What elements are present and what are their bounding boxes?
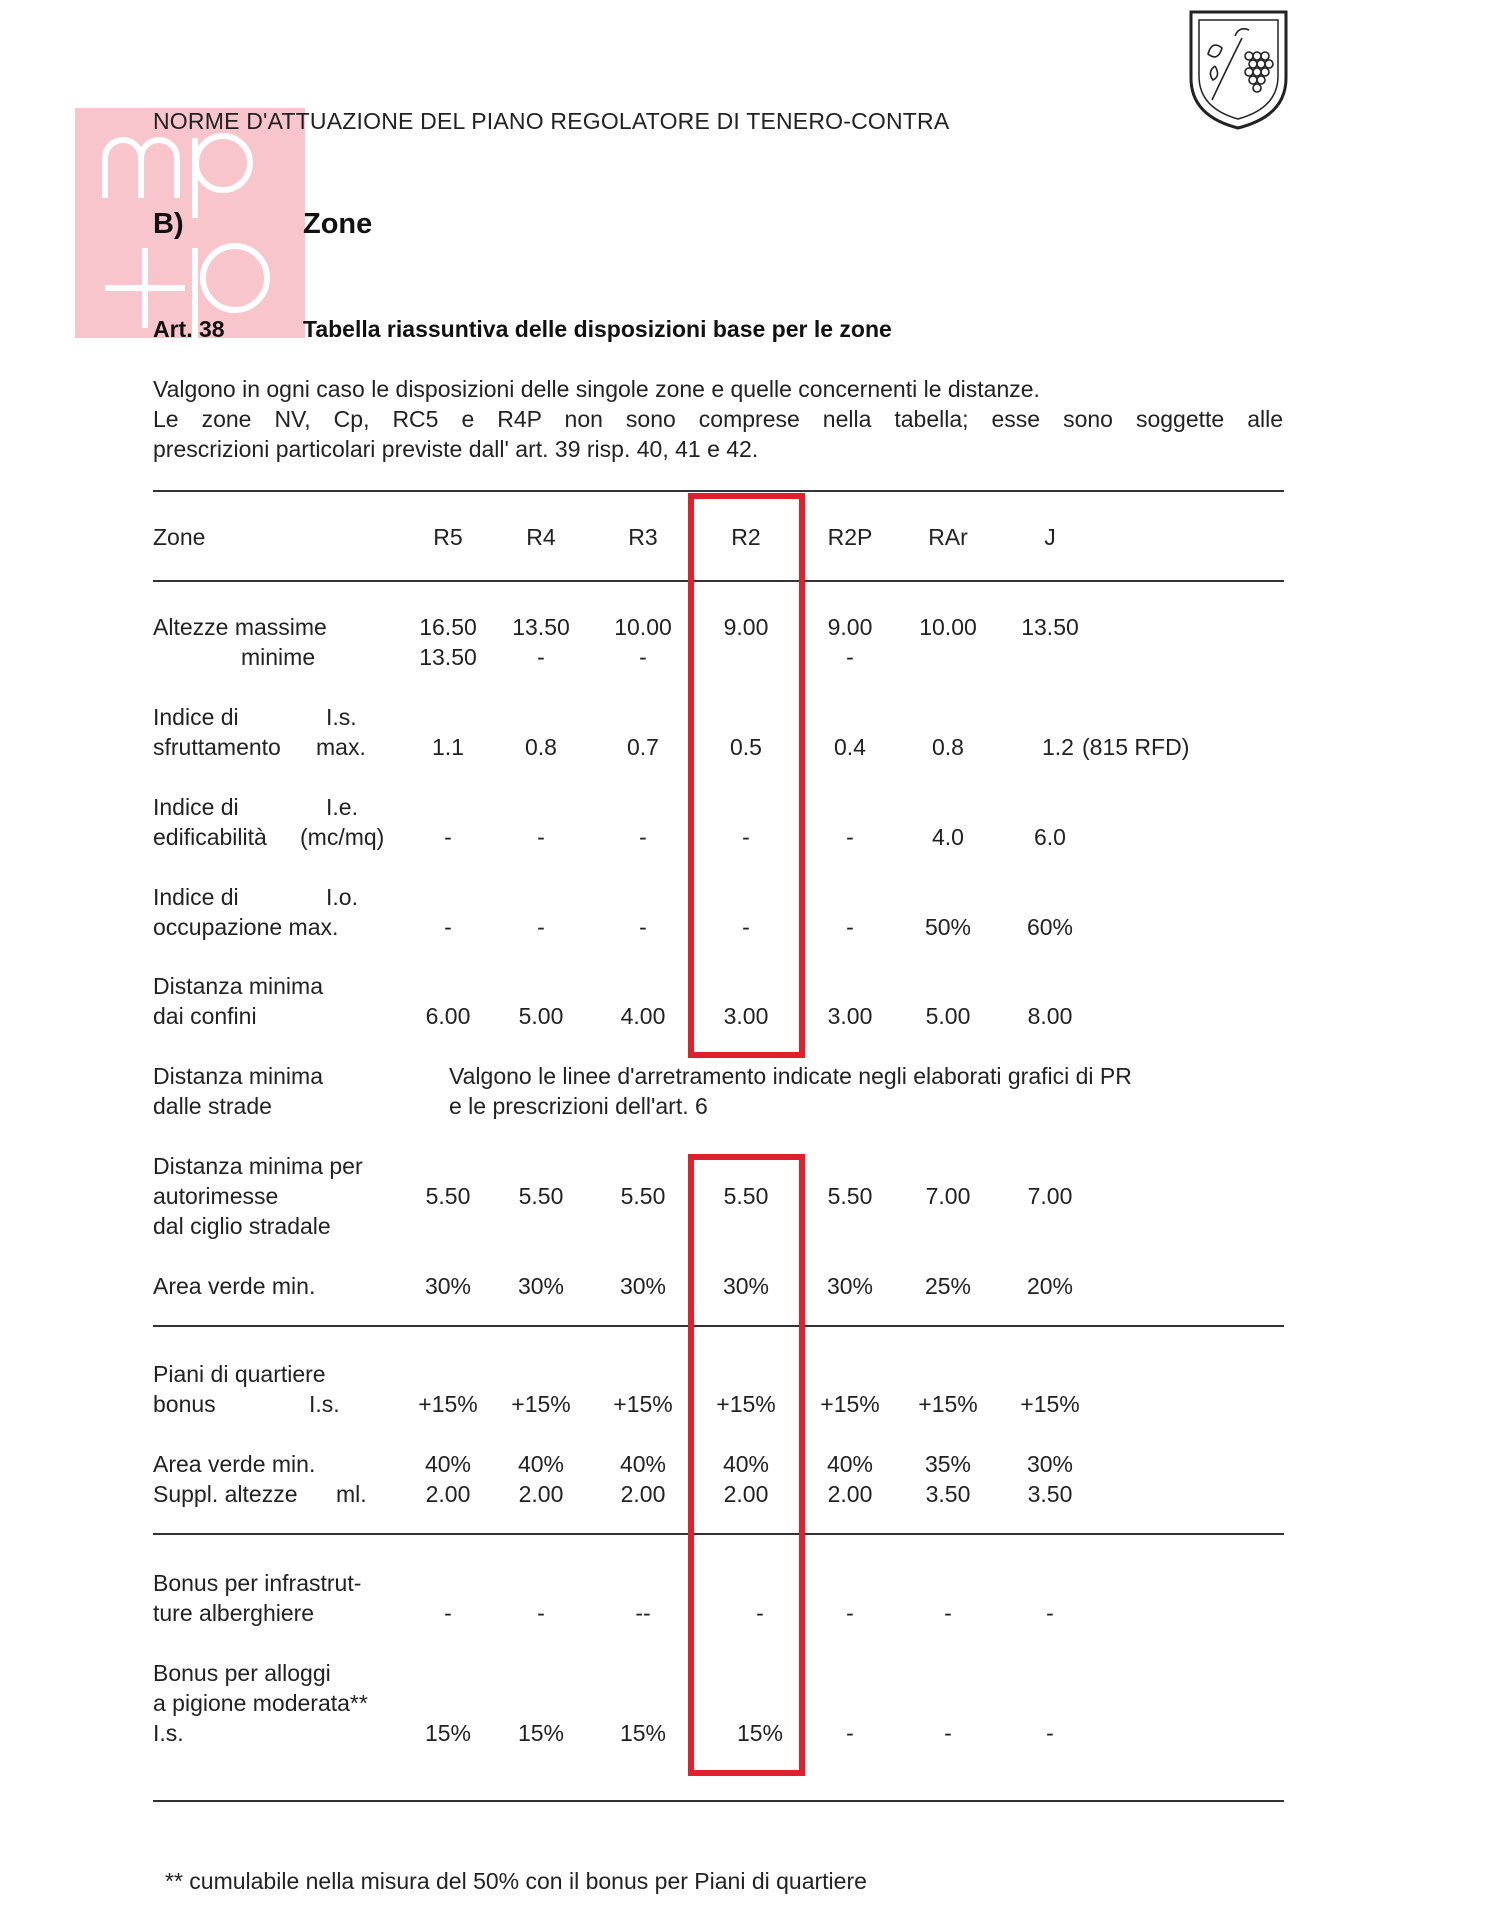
row-label: sfruttamento (153, 734, 281, 760)
table-cell: +15% (1020, 1391, 1080, 1417)
page-header: NORME D'ATTUAZIONE DEL PIANO REGOLATORE DI TENERO-CONTRA (153, 108, 950, 134)
table-cell: 10.00 (614, 614, 672, 640)
table-cell: - (639, 914, 647, 940)
table-cell: 30% (517, 1273, 565, 1299)
row-label: Indice di (153, 704, 239, 730)
table-cell: - (846, 914, 854, 940)
zone-header-R3: R3 (628, 524, 658, 550)
intro-paragraph (153, 374, 1283, 464)
mpp-logo (75, 108, 305, 338)
table-cell: 5.00 (925, 1003, 971, 1029)
table-cell: +15% (418, 1391, 478, 1417)
table-cell: 50% (924, 914, 972, 940)
row-unit: I.s. (326, 704, 357, 730)
table-cell: 5.50 (723, 1183, 769, 1209)
row-label: Indice di (153, 794, 239, 820)
table-cell: 15% (736, 1720, 784, 1746)
section-title: Zone (303, 208, 373, 240)
table-cell: - (1046, 1720, 1054, 1746)
table-rule (153, 1800, 1284, 1802)
table-cell: 40% (826, 1451, 874, 1477)
table-cell: 3.50 (925, 1481, 971, 1507)
table-cell: 40% (517, 1451, 565, 1477)
row-unit: I.s. (309, 1391, 340, 1417)
table-cell: - (1046, 1600, 1054, 1626)
table-cell: - (444, 914, 452, 940)
row-label: Piani di quartiere (153, 1361, 326, 1387)
table-cell: 0.4 (834, 734, 866, 760)
table-cell: 5.50 (425, 1183, 471, 1209)
table-cell: 2.00 (425, 1481, 471, 1507)
table-cell: - (639, 644, 647, 670)
table-cell: 15% (424, 1720, 472, 1746)
row-unit: (mc/mq) (300, 824, 385, 850)
table-cell: - (846, 644, 854, 670)
row-label: occupazione max. (153, 914, 339, 940)
zone-header-label: Zone (153, 524, 206, 550)
table-cell: 30% (424, 1273, 472, 1299)
row-unit: ml. (336, 1481, 367, 1507)
table-cell: 2.00 (723, 1481, 769, 1507)
table-cell: 7.00 (1027, 1183, 1073, 1209)
footnote: ** cumulabile nella misura del 50% con il bonus per Piani di quartiere (165, 1868, 867, 1894)
table-cell: - (846, 824, 854, 850)
row-label: Distanza minima (153, 1063, 323, 1089)
table-cell: 13.50 (512, 614, 570, 640)
row-label: Bonus per alloggi (153, 1660, 331, 1686)
table-cell: 0.5 (730, 734, 762, 760)
table-cell: - (846, 1600, 854, 1626)
table-cell: - (742, 824, 750, 850)
table-cell: 4.0 (932, 824, 964, 850)
table-cell: 40% (424, 1451, 472, 1477)
intro-line: Valgono in ogni caso le disposizioni delle singole zone e quelle concernenti le distanze. (153, 376, 1040, 402)
table-cell: 15% (619, 1720, 667, 1746)
row-label: I.s. (153, 1720, 184, 1746)
municipal-crest (1187, 8, 1290, 132)
table-cell: 30% (722, 1273, 770, 1299)
table-cell: - (944, 1600, 952, 1626)
row-label: bonus (153, 1391, 216, 1417)
table-cell: 60% (1026, 914, 1074, 940)
intro-line: Le zone NV, Cp, RC5 e R4P non sono comprese nella tabella; esse sono soggette alle (153, 406, 1283, 432)
table-cell: 35% (924, 1451, 972, 1477)
table-cell: 16.50 (419, 614, 477, 640)
zone-header-R2P: R2P (827, 524, 873, 550)
table-cell: 20% (1026, 1273, 1074, 1299)
table-cell: 15% (517, 1720, 565, 1746)
table-cell: - (444, 1600, 452, 1626)
row-unit: I.e. (326, 794, 358, 820)
table-cell: 2.00 (620, 1481, 666, 1507)
section-letter: B) (153, 208, 184, 240)
table-cell: 0.8 (932, 734, 964, 760)
table-cell: - (537, 1600, 545, 1626)
zone-header-RAr: RAr (928, 524, 968, 550)
table-rule (153, 490, 1284, 492)
table-cell: - (639, 824, 647, 850)
row-text: e le prescrizioni dell'art. 6 (449, 1093, 708, 1119)
row-label: Bonus per infrastrut- (153, 1570, 362, 1596)
table-cell: 2.00 (827, 1481, 873, 1507)
table-cell: - (537, 824, 545, 850)
row-label: dalle strade (153, 1093, 272, 1119)
table-cell: - (742, 914, 750, 940)
table-cell: 5.50 (620, 1183, 666, 1209)
table-cell: 30% (1026, 1451, 1074, 1477)
table-cell: - (444, 824, 452, 850)
table-cell: 4.00 (620, 1003, 666, 1029)
row-label: Indice di (153, 884, 239, 910)
row-label: minime (241, 644, 316, 670)
table-cell: 8.00 (1027, 1003, 1073, 1029)
article-number: Art. 38 (153, 316, 225, 342)
row-label: Altezze massime (153, 614, 327, 640)
table-cell: 6.00 (425, 1003, 471, 1029)
row-note: (815 RFD) (1082, 734, 1190, 760)
table-cell: 13.50 (1021, 614, 1079, 640)
table-cell: 10.00 (919, 614, 977, 640)
table-cell: 9.00 (827, 614, 873, 640)
table-cell: - (537, 914, 545, 940)
table-cell: +15% (511, 1391, 571, 1417)
zone-header-J: J (1044, 524, 1056, 550)
row-label: a pigione moderata** (153, 1690, 368, 1716)
table-cell: 9.00 (723, 614, 769, 640)
table-cell: 1.2 (1042, 734, 1074, 760)
table-cell: +15% (918, 1391, 978, 1417)
row-label: ture alberghiere (153, 1600, 315, 1626)
table-cell: 0.8 (525, 734, 557, 760)
table-cell: 6.0 (1034, 824, 1066, 850)
row-unit: max. (316, 734, 366, 760)
table-cell: - (846, 1720, 854, 1746)
table-cell: 0.7 (627, 734, 659, 760)
row-label: Area verde min. (153, 1273, 316, 1299)
table-cell: -- (635, 1600, 651, 1626)
row-text: Valgono le linee d'arretramento indicate negli elaborati grafici di PR (449, 1063, 1132, 1089)
r2-highlight-box (688, 493, 805, 1058)
table-cell: - (537, 644, 545, 670)
table-cell: 3.50 (1027, 1481, 1073, 1507)
table-cell: 5.50 (827, 1183, 873, 1209)
row-label: dal ciglio stradale (153, 1213, 331, 1239)
table-cell: 5.00 (518, 1003, 564, 1029)
table-cell: 13.50 (419, 644, 477, 670)
row-label: Area verde min. (153, 1451, 316, 1477)
row-label: autorimesse (153, 1183, 279, 1209)
row-label: Distanza minima per (153, 1153, 363, 1179)
table-cell: 40% (619, 1451, 667, 1477)
table-cell: - (944, 1720, 952, 1746)
zone-header-R4: R4 (526, 524, 556, 550)
table-cell: 7.00 (925, 1183, 971, 1209)
table-cell: - (756, 1600, 764, 1626)
intro-line: prescrizioni particolari previste dall' art. 39 risp. 40, 41 e 42. (153, 436, 759, 462)
row-unit: I.o. (326, 884, 358, 910)
zone-header-R2: R2 (731, 524, 761, 550)
article-title: Tabella riassuntiva delle disposizioni base per le zone (303, 316, 892, 342)
table-cell: 3.00 (827, 1003, 873, 1029)
table-cell: 2.00 (518, 1481, 564, 1507)
row-label: edificabilità (153, 824, 267, 850)
row-label: Suppl. altezze (153, 1481, 298, 1507)
table-cell: 40% (722, 1451, 770, 1477)
table-cell: +15% (716, 1391, 776, 1417)
table-cell: 5.50 (518, 1183, 564, 1209)
grape-vine-crest-icon (1187, 8, 1290, 132)
zone-header-R5: R5 (433, 524, 463, 550)
table-cell: 25% (924, 1273, 972, 1299)
table-cell: 1.1 (432, 734, 464, 760)
table-cell: 30% (826, 1273, 874, 1299)
row-label: dai confini (153, 1003, 257, 1029)
table-cell: +15% (820, 1391, 880, 1417)
row-label: Distanza minima (153, 973, 323, 999)
table-cell: 30% (619, 1273, 667, 1299)
table-cell: +15% (613, 1391, 673, 1417)
mpp-logo-icon (75, 108, 305, 338)
table-cell: 3.00 (723, 1003, 769, 1029)
